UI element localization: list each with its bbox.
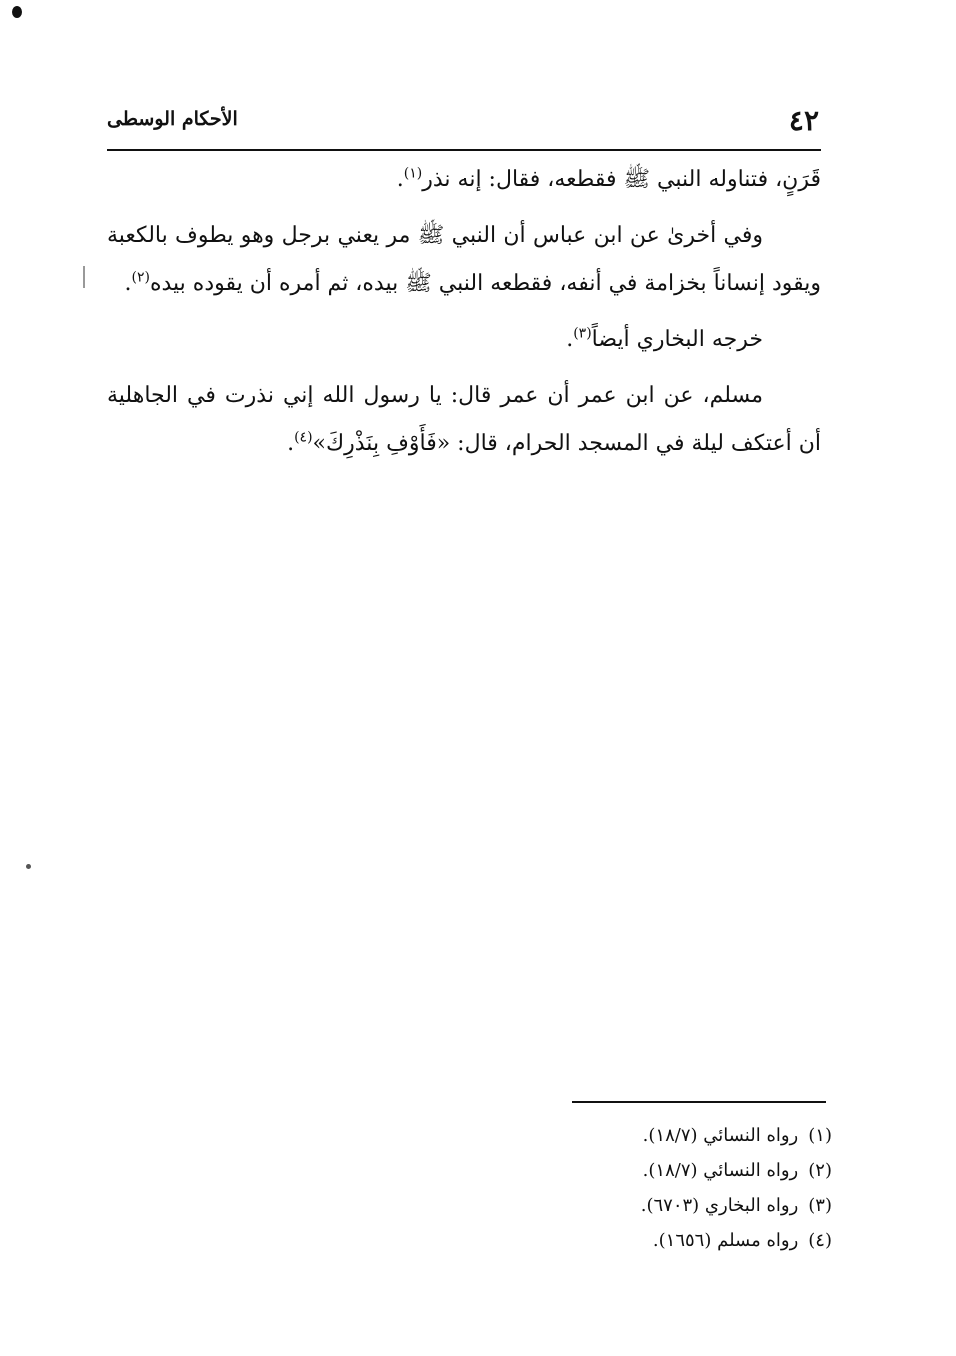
footnotes: [560, 1118, 832, 1258]
footnote-reference: (٢): [131, 269, 150, 286]
footnote-text: رواه مسلم (١٦٥٦).: [652, 1230, 799, 1251]
paragraph-end: .: [396, 167, 404, 192]
paragraph-end: .: [566, 327, 574, 352]
paragraph-text: قَرَنٍ، فتناوله النبي ﷺ فقطعه، فقال: إنه نذر: [422, 167, 821, 192]
page-number: ٤٢: [788, 104, 819, 137]
paragraph-text: خرجه البخاري أيضاً: [591, 327, 763, 352]
footnote: [560, 1188, 832, 1223]
footnote: [560, 1153, 832, 1188]
footnote-reference: (٤): [294, 429, 313, 446]
footnote-text: رواه النسائي (١٨/٧).: [642, 1160, 799, 1181]
paragraph-end: .: [124, 271, 132, 296]
footnote-reference: (١): [403, 165, 423, 182]
ink-speck: [26, 864, 31, 869]
body-text: [107, 156, 821, 476]
paragraph: [107, 372, 821, 468]
paragraph-text: وفي أخرىٰ عن ابن عباس أن النبي ﷺ مر يعني برجل وهو يطوف بالكعبة ويقود إنساناً بخزامة في أنفه، فقطعه النبي ﷺ بيده، ثم أمره أن يقوده بيده: [107, 223, 821, 296]
paragraph-text: مسلم، عن ابن عمر أن عمر قال: يا رسول الله إني نذرت في الجاهلية أن أعتكف ليلة في المسجد الحرام، قال: «فَأَوْفِ بِنَذْرِكَ»: [107, 383, 821, 456]
footnote-number: (٣): [808, 1195, 832, 1216]
paragraph: [107, 156, 821, 204]
paragraph: [107, 316, 821, 364]
footnote-number: (٢): [808, 1160, 832, 1181]
running-title: الأحكام الوسطى: [107, 108, 238, 130]
footnote-reference: (٣): [573, 325, 592, 342]
margin-mark: [83, 266, 85, 288]
page-header: [107, 100, 819, 146]
footnote: [560, 1118, 832, 1153]
footnote-rule: [572, 1101, 826, 1103]
footnote-number: (١): [808, 1125, 832, 1146]
footnote-text: رواه البخاري (٦٧٠٣).: [640, 1195, 799, 1216]
footnote-text: رواه النسائي (١٨/٧).: [642, 1125, 799, 1146]
header-rule: [107, 149, 821, 151]
paragraph: [107, 212, 821, 308]
footnote-number: (٤): [808, 1230, 832, 1251]
footnote: [560, 1223, 832, 1258]
ink-speck: [12, 6, 22, 18]
paragraph-end: .: [287, 431, 295, 456]
